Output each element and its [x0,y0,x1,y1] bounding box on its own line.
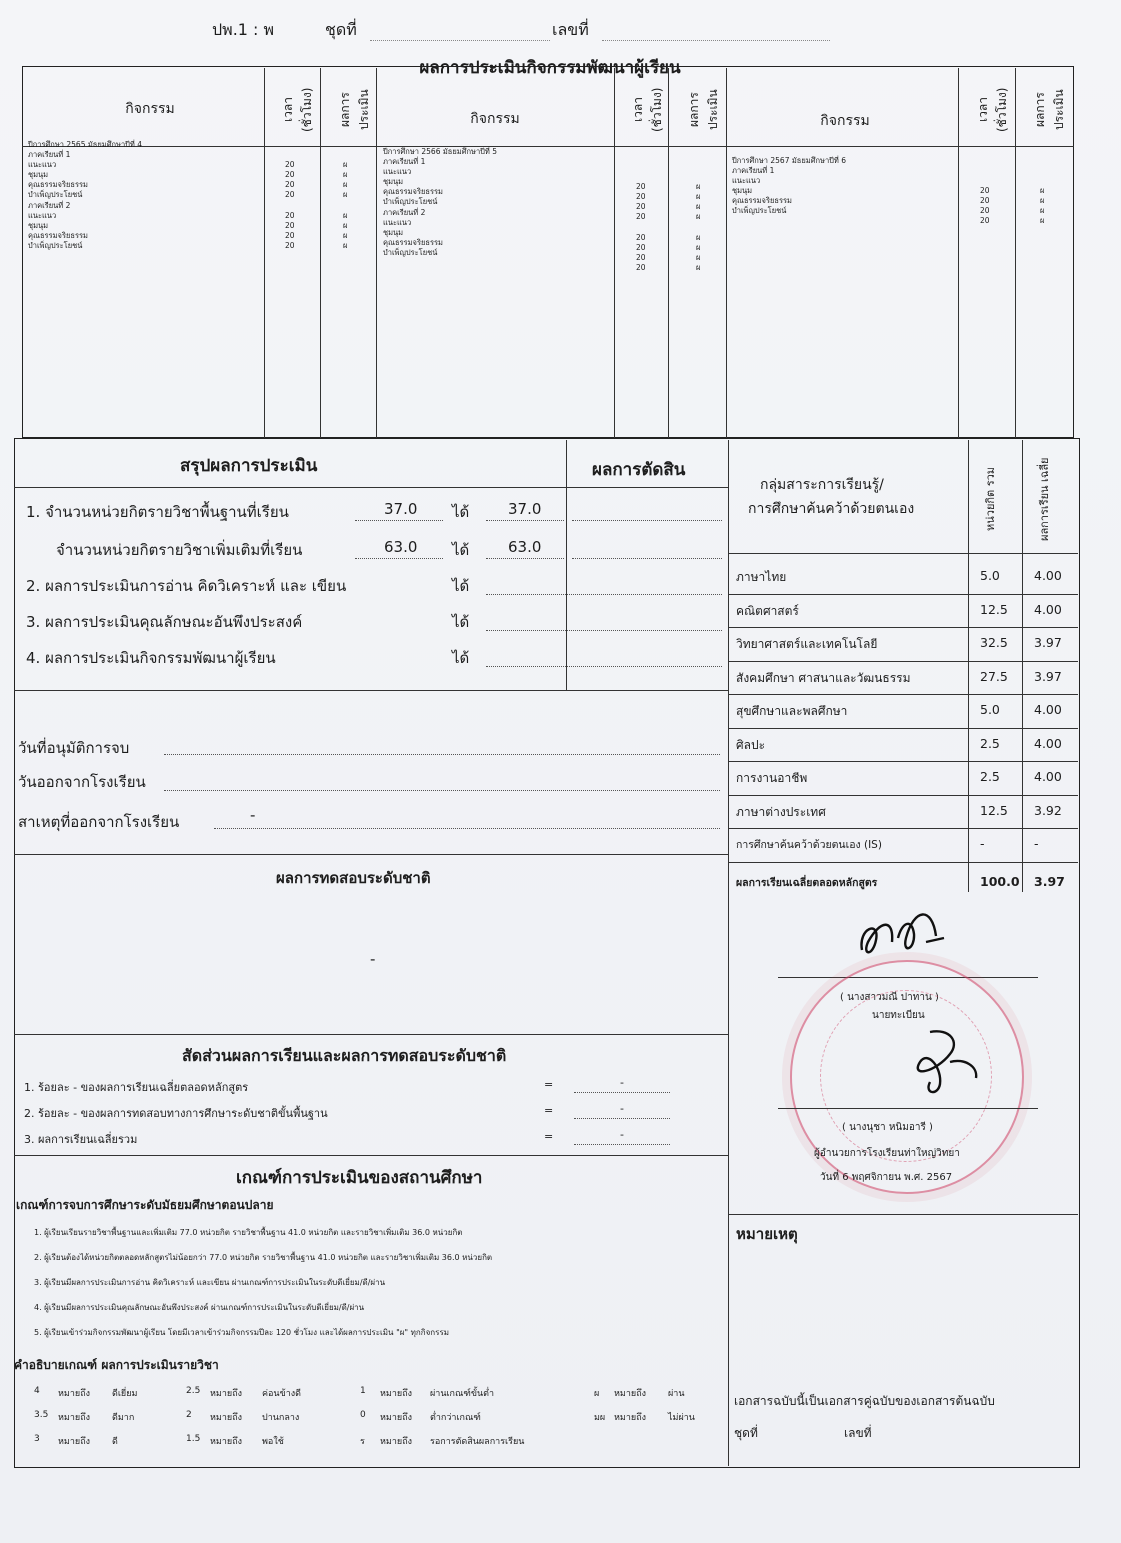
activities-header-line [22,146,1074,147]
registrar-signature [840,898,960,968]
approve-date-label: วันที่อนุมัติการจบ [18,739,130,757]
grade-legend-cell: หมายถึง [380,1437,413,1447]
copy-set-label: ชุดที่ [734,1426,758,1440]
grade-legend-cell: ดีเยี่ยม [112,1389,138,1399]
subject-grade: - [1034,836,1039,851]
summary-item-4-got: ได้ [452,649,470,667]
subject-grade: 3.97 [1034,668,1062,684]
subject-row-line [728,627,1078,628]
grade-legend-cell: 0 [360,1410,366,1420]
summary-item-1b: จำนวนหน่วยกิตรายวิชาเพิ่มเติมที่เรียน [56,541,303,559]
subject-grade: 3.97 [1034,873,1065,889]
grade-legend-cell: รอการตัดสินผลการเรียน [430,1437,525,1447]
col-time-3: เวลา (ชั่วโมง) [976,87,1009,133]
grade-legend-cell: หมายถึง [210,1413,243,1423]
summary-item-4: 4. ผลการประเมินกิจกรรมพัฒนาผู้เรียน [26,649,276,667]
grade-legend-cell: ดีมาก [112,1413,135,1423]
subject-grade: 3.97 [1034,635,1062,650]
remarks-title: หมายเหตุ [736,1225,798,1243]
grade-legend-cell: 2.5 [186,1386,201,1396]
grade-legend-title: คำอธิบายเกณฑ์ ผลการประเมินรายวิชา [14,1358,219,1372]
ratio-item-3: 3. ผลการเรียนเฉลี่ยรวม [24,1133,138,1146]
activity-results-3: ผ ผ ผ ผ [1040,186,1045,226]
subject-row-line [728,594,1078,595]
subject-name: การงานอาชีพ [736,771,808,785]
col-result-2: ผลการประเมิน [687,89,720,131]
director-position: ผู้อำนวยการโรงเรียนท่าใหญ่วิทยา [814,1148,960,1159]
subject-name: ผลการเรียนเฉลี่ยตลอดหลักสูตร [736,876,878,889]
director-signature [880,1022,990,1102]
subjects-title-line1: กลุ่มสาระการเรียนรู้/ [760,477,884,493]
registrar-position: นายทะเบียน [872,1010,925,1021]
grade-legend-cell: หมายถึง [380,1389,413,1399]
copy-number-label: เลขที่ [844,1426,872,1440]
grade-legend-cell: ร [360,1437,365,1447]
ratio-item-2: 2. ร้อยละ - ของผลการทดสอบทางการศึกษาระดับชาติขั้นพื้นฐาน [24,1107,328,1120]
summary-item-2-got: ได้ [452,577,470,595]
subject-name: ศิลปะ [736,737,766,752]
activity-hours-2: 20 20 20 20 20 20 20 20 [636,182,646,272]
summary-item-1b-got: ได้ [452,541,470,559]
grade-legend-cell: มผ [594,1413,606,1423]
subject-row-line [728,862,1078,863]
grade-legend-cell: ต่ำกว่าเกณฑ์ [430,1413,481,1423]
summary-item-1: 1. จำนวนหน่วยกิตรายวิชาพื้นฐานที่เรียน [26,503,289,521]
grade-legend-cell: พอใช้ [262,1437,284,1447]
summary-item-1-value: 37.0 [384,500,418,518]
grade-legend-cell: หมายถึง [614,1389,647,1399]
subject-grade: 4.00 [1034,702,1062,717]
criteria-subtitle: เกณฑ์การจบการศึกษาระดับมัธยมศึกษาตอนปลาย [16,1198,274,1212]
grade-legend-cell: ปานกลาง [262,1413,300,1423]
subject-row-line [728,828,1078,829]
national-test-title: ผลการทดสอบระดับชาติ [276,869,431,887]
copy-note: เอกสารฉบับนี้เป็นเอกสารคู่ฉบับของเอกสารต้นฉบับ [734,1394,995,1408]
decision-title: ผลการตัดสิน [592,460,686,480]
activity-hours-3: 20 20 20 20 [980,186,990,226]
col-result-1: ผลการประเมิน [338,89,371,131]
ratio-title: สัดส่วนผลการเรียนและผลการทดสอบระดับชาติ [182,1046,507,1065]
col-credits: หน่วยกิต รวม [984,466,997,532]
summary-item-1-got: ได้ [452,503,470,521]
set-line [370,40,550,41]
grade-legend-cell: 2 [186,1410,192,1420]
activities-table [22,66,1074,438]
col-result-3: ผลการประเมิน [1033,89,1066,131]
subject-name: การศึกษาค้นคว้าด้วยตนเอง (IS) [736,839,882,851]
number-line [602,40,830,41]
form-code: ปพ.1 : พ [212,20,275,39]
grade-legend-cell: หมายถึง [614,1413,647,1423]
ratio-eq-2: = [544,1104,554,1117]
criteria-item-5: 5. ผู้เรียนเข้าร่วมกิจกรรมพัฒนาผู้เรียน โดยมีเวลาเข้าร่วมกิจกรรมปีละ 120 ชั่วโมง และได้ผลการประเมิน "ผ" ทุกกิจกรรม [34,1328,450,1337]
grade-legend-cell: หมายถึง [210,1437,243,1447]
grade-legend-cell: ผ่าน [668,1389,685,1399]
activity-results-2: ผ ผ ผ ผ ผ ผ ผ ผ [696,182,701,272]
sign-date: วันที่ 6 พฤศจิกายน พ.ศ. 2567 [820,1172,953,1183]
ratio-value-3: - [620,1128,624,1141]
grade-legend-cell: 3.5 [34,1410,49,1420]
summary-item-1-got-value: 37.0 [508,500,542,518]
subject-grade: 4.00 [1034,769,1062,784]
grade-legend-cell: ผ่านเกณฑ์ขั้นต่ำ [430,1389,495,1399]
criteria-item-2: 2. ผู้เรียนต้องได้หน่วยกิตตลอดหลักสูตรไม่น้อยกว่า 77.0 หน่วยกิต รายวิชาพื้นฐาน 41.0 หน่วยกิต และรายวิชาเพิ่มเติม 36.0 หน่วยกิต [34,1253,493,1262]
subject-name: สังคมศึกษา ศาสนาและวัฒนธรรม [736,670,911,685]
activity-results-1: ผ ผ ผ ผ ผ ผ ผ ผ [343,160,348,250]
registrar-name: ( นางสาวมณี ปาทาน ) [840,992,939,1003]
subject-credits: - [980,836,985,851]
subject-name: ภาษาไทย [736,570,787,584]
summary-item-3-got: ได้ [452,613,470,631]
subject-credits: 2.5 [980,735,1000,751]
subject-credits: 27.5 [980,668,1008,684]
leave-reason-value: - [250,806,256,824]
subject-grade: 4.00 [1034,568,1062,583]
criteria-item-4: 4. ผู้เรียนมีผลการประเมินคุณลักษณะอันพึงประสงค์ ผ่านเกณฑ์การประเมินในระดับดีเยี่ยม/ดี/ผ่าน [34,1303,365,1312]
form-header [0,14,1121,46]
director-name: ( นางนุชา หนิมอารี ) [842,1122,933,1133]
subject-credits: 100.0 [980,873,1020,889]
grade-legend-cell: 4 [34,1386,40,1396]
criteria-item-1: 1. ผู้เรียนเรียนรายวิชาพื้นฐานและเพิ่มเติม 77.0 หน่วยกิต รายวิชาพื้นฐาน 41.0 หน่วยกิต และรายวิชาเพิ่มเติม 36.0 หน่วยกิต [34,1228,463,1237]
ratio-eq-3: = [544,1130,554,1143]
number-label: เลขที่ [552,20,589,39]
grade-legend-cell: ไม่ผ่าน [668,1413,695,1423]
col-activity-1: กิจกรรม [125,101,175,117]
summary-item-3: 3. ผลการประเมินคุณลักษณะอันพึงประสงค์ [26,613,303,631]
grade-legend-cell: 1 [360,1386,366,1396]
activity-list-1: ปีการศึกษา 2565 มัธยมศึกษาปีที่ 4 ภาคเรียนที่ 1 แนะแนว ชุมนุม คุณธรรมจริยธรรม บำเพ็ญประโยชน์ ภาคเรียนที่ 2 แนะแนว ชุมนุม คุณธรรมจริยธรรม บำเพ็ญประโยชน์ [28,140,143,250]
col-time-2: เวลา (ชั่วโมง) [631,87,664,133]
col-activity-3: กิจกรรม [820,113,870,129]
subject-row-line [728,795,1078,796]
subject-row-line [728,728,1078,729]
subject-credits: 2.5 [980,769,1000,784]
grade-legend-cell: ค่อนข้างดี [262,1389,302,1399]
activities-title: ผลการประเมินกิจกรรมพัฒนาผู้เรียน [419,58,681,78]
grade-legend-cell: 1.5 [186,1434,201,1444]
subject-credits: 12.5 [980,601,1008,617]
subject-name: คณิตศาสตร์ [736,603,799,618]
grade-legend-cell: 3 [34,1434,40,1444]
subject-credits: 32.5 [980,635,1008,650]
summary-item-2: 2. ผลการประเมินการอ่าน คิดวิเคราะห์ และ เขียน [26,577,347,595]
activity-list-2: ปีการศึกษา 2566 มัธยมศึกษาปีที่ 5 ภาคเรียนที่ 1 แนะแนว ชุมนุม คุณธรรมจริยธรรม บำเพ็ญประโยชน์ ภาคเรียนที่ 2 แนะแนว ชุมนุม คุณธรรมจริยธรรม บำเพ็ญประโยชน์ [383,147,498,257]
grade-legend-cell: หมายถึง [380,1413,413,1423]
subjects-title-line2: การศึกษาค้นคว้าด้วยตนเอง [748,501,915,517]
grade-legend-cell: หมายถึง [210,1389,243,1399]
grade-legend-cell: ผ [594,1389,600,1399]
summary-item-1b-got-value: 63.0 [508,538,542,556]
subject-row-line [728,761,1078,762]
subject-grade: 4.00 [1034,601,1062,617]
ratio-value-1: - [620,1076,624,1089]
subject-grade: 3.92 [1034,802,1062,818]
col-activity-2: กิจกรรม [470,111,520,127]
summary-title: สรุปผลการประเมิน [180,456,318,476]
subject-grade: 4.00 [1034,735,1062,751]
activity-list-3: ปีการศึกษา 2567 มัธยมศึกษาปีที่ 6 ภาคเรียนที่ 1 แนะแนว ชุมนุม คุณธรรมจริยธรรม บำเพ็ญประโยชน์ [732,156,847,216]
col-grade: ผลการเรียน เฉลี่ย [1038,457,1051,541]
set-label: ชุดที่ [325,20,357,39]
summary-item-1b-value: 63.0 [384,538,418,556]
grade-legend-cell: หมายถึง [58,1389,91,1399]
national-test-value: - [370,950,376,968]
leave-date-label: วันออกจากโรงเรียน [18,773,146,791]
col-time-1: เวลา (ชั่วโมง) [281,87,314,133]
subject-name: ภาษาต่างประเทศ [736,804,826,819]
grade-legend-cell: หมายถึง [58,1413,91,1423]
subject-name: วิทยาศาสตร์และเทคโนโลยี [736,637,878,651]
subject-credits: 5.0 [980,568,1000,583]
ratio-value-2: - [620,1102,624,1115]
ratio-eq-1: = [544,1078,554,1091]
subject-row-line [728,694,1078,695]
subject-credits: 12.5 [980,802,1008,818]
criteria-item-3: 3. ผู้เรียนมีผลการประเมินการอ่าน คิดวิเคราะห์ และเขียน ผ่านเกณฑ์การประเมินในระดับดีเยี่ยม/ดี/ผ่าน [34,1278,386,1287]
subject-row-line [728,661,1078,662]
subject-name: สุขศึกษาและพลศึกษา [736,704,848,718]
activity-hours-1: 20 20 20 20 20 20 20 20 [285,160,295,250]
grade-legend-cell: ดี [112,1437,118,1447]
grade-legend-cell: หมายถึง [58,1437,91,1447]
subject-credits: 5.0 [980,702,1000,717]
leave-reason-label: สาเหตุที่ออกจากโรงเรียน [18,813,180,831]
ratio-item-1: 1. ร้อยละ - ของผลการเรียนเฉลี่ยตลอดหลักสูตร [24,1081,249,1094]
criteria-title: เกณฑ์การประเมินของสถานศึกษา [236,1168,483,1188]
